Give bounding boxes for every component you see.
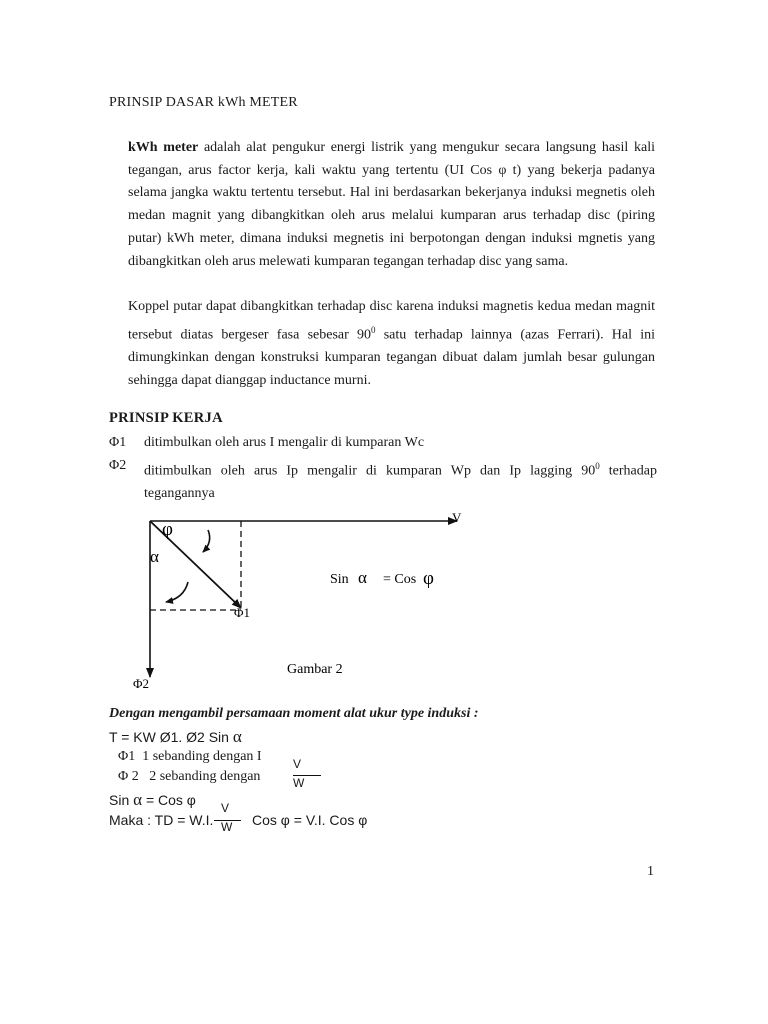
fraction-numerator: V [293,757,302,771]
relation-eq-cos: = Cos [383,572,417,587]
section-heading: PRINSIP KERJA [109,410,223,426]
term-kwh-meter: kWh meter [128,140,199,155]
equations-intro: Dengan mengambil persamaan moment alat ukur type induksi : [109,706,479,721]
page-title: PRINSIP DASAR kWh METER [109,95,298,110]
relation-phi: φ [423,568,434,589]
maka-end: Cos φ = V.I. Cos φ [252,812,368,828]
phi2-superscript: 0 [595,461,600,471]
sin-eq: = Cos φ [145,792,196,808]
figure-caption: Gambar 2 [287,662,343,677]
sin-text: Sin [109,792,130,808]
phi2-relation [118,769,260,785]
phi1-text: ditimbulkan oleh arus I mengalir di kumparan Wc [144,435,425,450]
phi2-label: Φ2 [109,458,127,473]
sin-alpha: α [133,790,143,809]
torque-equation [109,727,242,747]
phi-angle-arc [203,530,210,552]
maka-text: Maka : TD = W.I. [109,812,214,828]
label-phi1: Φ1 [234,605,251,620]
torque-text: T = KW Ø1. Ø2 Sin [109,729,229,745]
superscript-degree: 0 [371,324,376,335]
label-v: V [452,510,462,525]
label-phi2: Φ2 [133,676,150,691]
phi1-relation [118,749,262,765]
torque-alpha: α [232,727,242,746]
eq-phi2-text: 2 sebanding dengan [149,769,261,784]
alpha-angle-arc [166,582,188,602]
intro-text-2b: satu terhadap lainnya (azas Ferrari). Hal ini dimungkinkan dengan konstruksi kumparan tegangan dibuat dalam jumlah besar gulungan sehingga dapat dianggap inductance murni. [128,327,656,388]
intro-text-2a: Koppel putar dapat dibangkitkan terhadap disc karena induksi magnetis kedua medan magnit tersebut diatas bergeser fasa sebesar 90 [128,299,655,343]
phi2-text-b: terhadap tegangannya [144,463,657,502]
sin-relation [109,790,196,810]
maka-fraction-denominator: W [221,820,233,834]
eq-phi2-label: Φ 2 [118,769,139,784]
label-phi-angle: φ [162,519,173,540]
label-alpha: α [150,547,159,566]
eq-phi1-text: 1 sebanding dengan I [142,749,262,764]
eq-phi1-label: Φ1 [118,749,136,764]
maka-fraction-numerator: V [221,801,230,815]
intro-text-1: adalah alat pengukur energi listrik yang mengukur secara langsung hasil kali tegangan, arus factor kerja, kali waktu yang tertentu (UI Cos φ t) yang bekerja padanya selama jangka waktu tertentu tersebut. Hal ini berdasarkan bekerjanya induksi megnetis oleh medan magnit yang dibangkitkan oleh arus melalui kumparan arus terhadap disc (piring putar) kWh meter, dimana induksi megnetis ini berpotongan dengan induksi mgnetis yang dibangkitkan oleh arus melewati kumparan tegangan terhadap disc yang sama. [128,140,655,269]
relation-sin: Sin [330,572,349,587]
relation-alpha: α [358,568,367,587]
fraction-denominator: W [293,776,305,790]
phi1-label: Φ1 [109,435,127,450]
phi2-text-a: ditimbulkan oleh arus Ip mengalir di kumparan Wp dan Ip lagging 90 [144,463,596,479]
page-number: 1 [647,864,654,879]
